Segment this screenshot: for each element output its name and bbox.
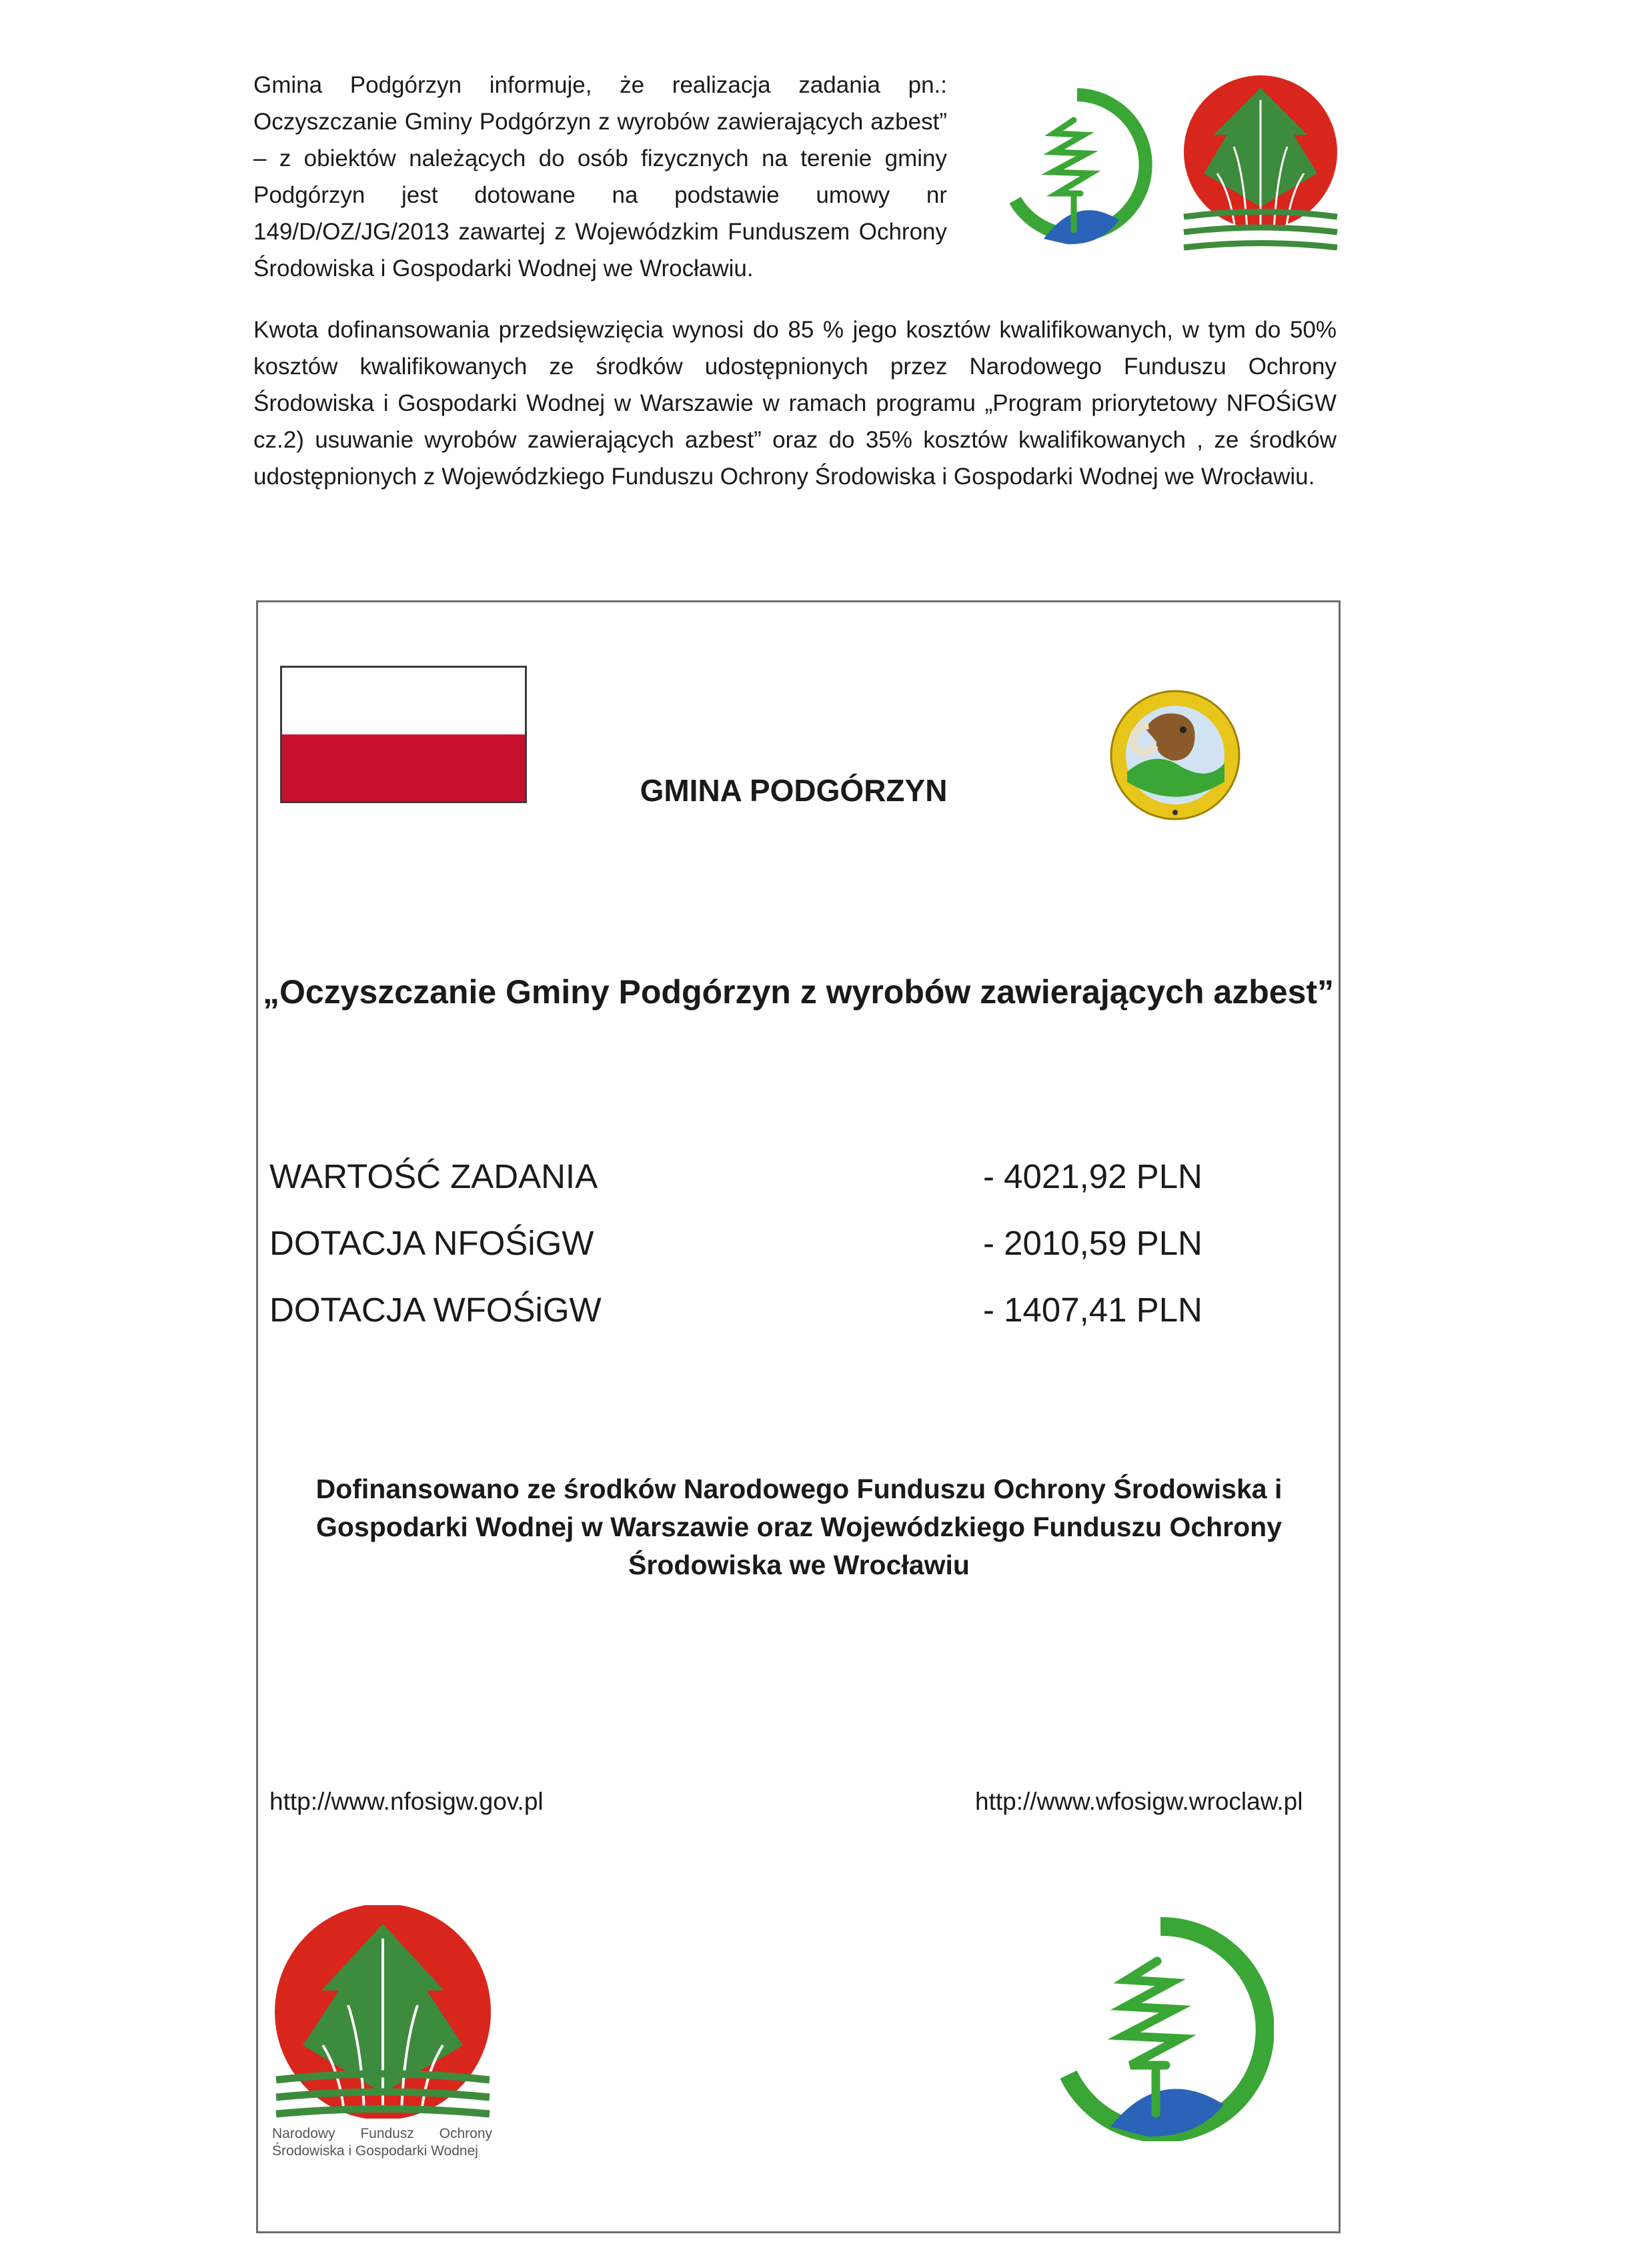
fin-label-task-value: WARTOŚĆ ZADANIA [269, 1157, 598, 1195]
fin-label-nfosigw-grant: DOTACJA NFOŚiGW [269, 1224, 594, 1262]
nfosigw-logo-icon [1180, 73, 1341, 260]
cofunding-statement: Dofinansowano ze środków Narodowego Funduszu Ochrony Środowiska i Gospodarki Wodnej w Warszawie oraz Wojewódzkiego Funduszu Ochrony Środowiska we Wrocławiu [315, 1474, 1283, 1580]
intro-paragraph-1: Gmina Podgórzyn informuje, że realizacja zadania pn.: Oczyszczanie Gminy Podgórzyn z wyrobów zawierających azbest” – z obiektów należących do osób fizycznych na terenie gminy Podgórzyn jest dotowane na podstawie umowy nr 149/D/OZ/JG/2013 zawartej z Wojewódzkim Funduszem Ochrony Środowiska i Gospodarki Wodnej we Wrocławiu. [253, 72, 947, 281]
wfosigw-logo-icon [1047, 1914, 1274, 2141]
nfosigw-link[interactable]: http://www.nfosigw.gov.pl [269, 1788, 544, 1815]
fin-value-nfosigw-grant: - 2010,59 PLN [983, 1224, 1202, 1262]
poland-flag-icon [280, 666, 527, 803]
intro-paragraph-2: Kwota dofinansowania przedsięwzięcia wynosi do 85 % jego kosztów kwalifikowanych, w tym do 50% kosztów kwalifikowanych ze środków udostępnionych przez Narodowego Funduszu Ochrony Środowiska i Gospodarki Wodnej w Warszawie w ramach programu „Program priorytetowy NFOŚiGW cz.2) usuwanie wyrobów zawierających azbest” oraz do 35% kosztów kwalifikowanych , ze środków udostępnionych z Wojewódzkiego Funduszu Ochrony Środowiska i Gospodarki Wodnej we Wrocławiu. [253, 317, 1337, 490]
flag-white-stripe [282, 668, 525, 734]
gmina-title: GMINA PODGÓRZYN [640, 773, 948, 808]
flag-red-stripe [282, 734, 525, 801]
nfosigw-logo-caption: Narodowy Fundusz Ochrony Środowiska i Gospodarki Wodnej [272, 2126, 492, 2159]
podgorzyn-coat-of-arms-icon [1108, 688, 1242, 822]
wfosigw-logo-icon [1000, 87, 1154, 253]
fin-value-wfosigw-grant: - 1407,41 PLN [983, 1291, 1202, 1329]
task-title: „Oczyszczanie Gminy Podgórzyn z wyrobów zawierających azbest” [262, 973, 1335, 1011]
fin-value-task-value: - 4021,92 PLN [983, 1157, 1202, 1195]
wfosigw-link[interactable]: http://www.wfosigw.wroclaw.pl [975, 1788, 1303, 1815]
nfosigw-logo-icon [269, 1905, 496, 2119]
fin-label-wfosigw-grant: DOTACJA WFOŚiGW [269, 1291, 602, 1329]
